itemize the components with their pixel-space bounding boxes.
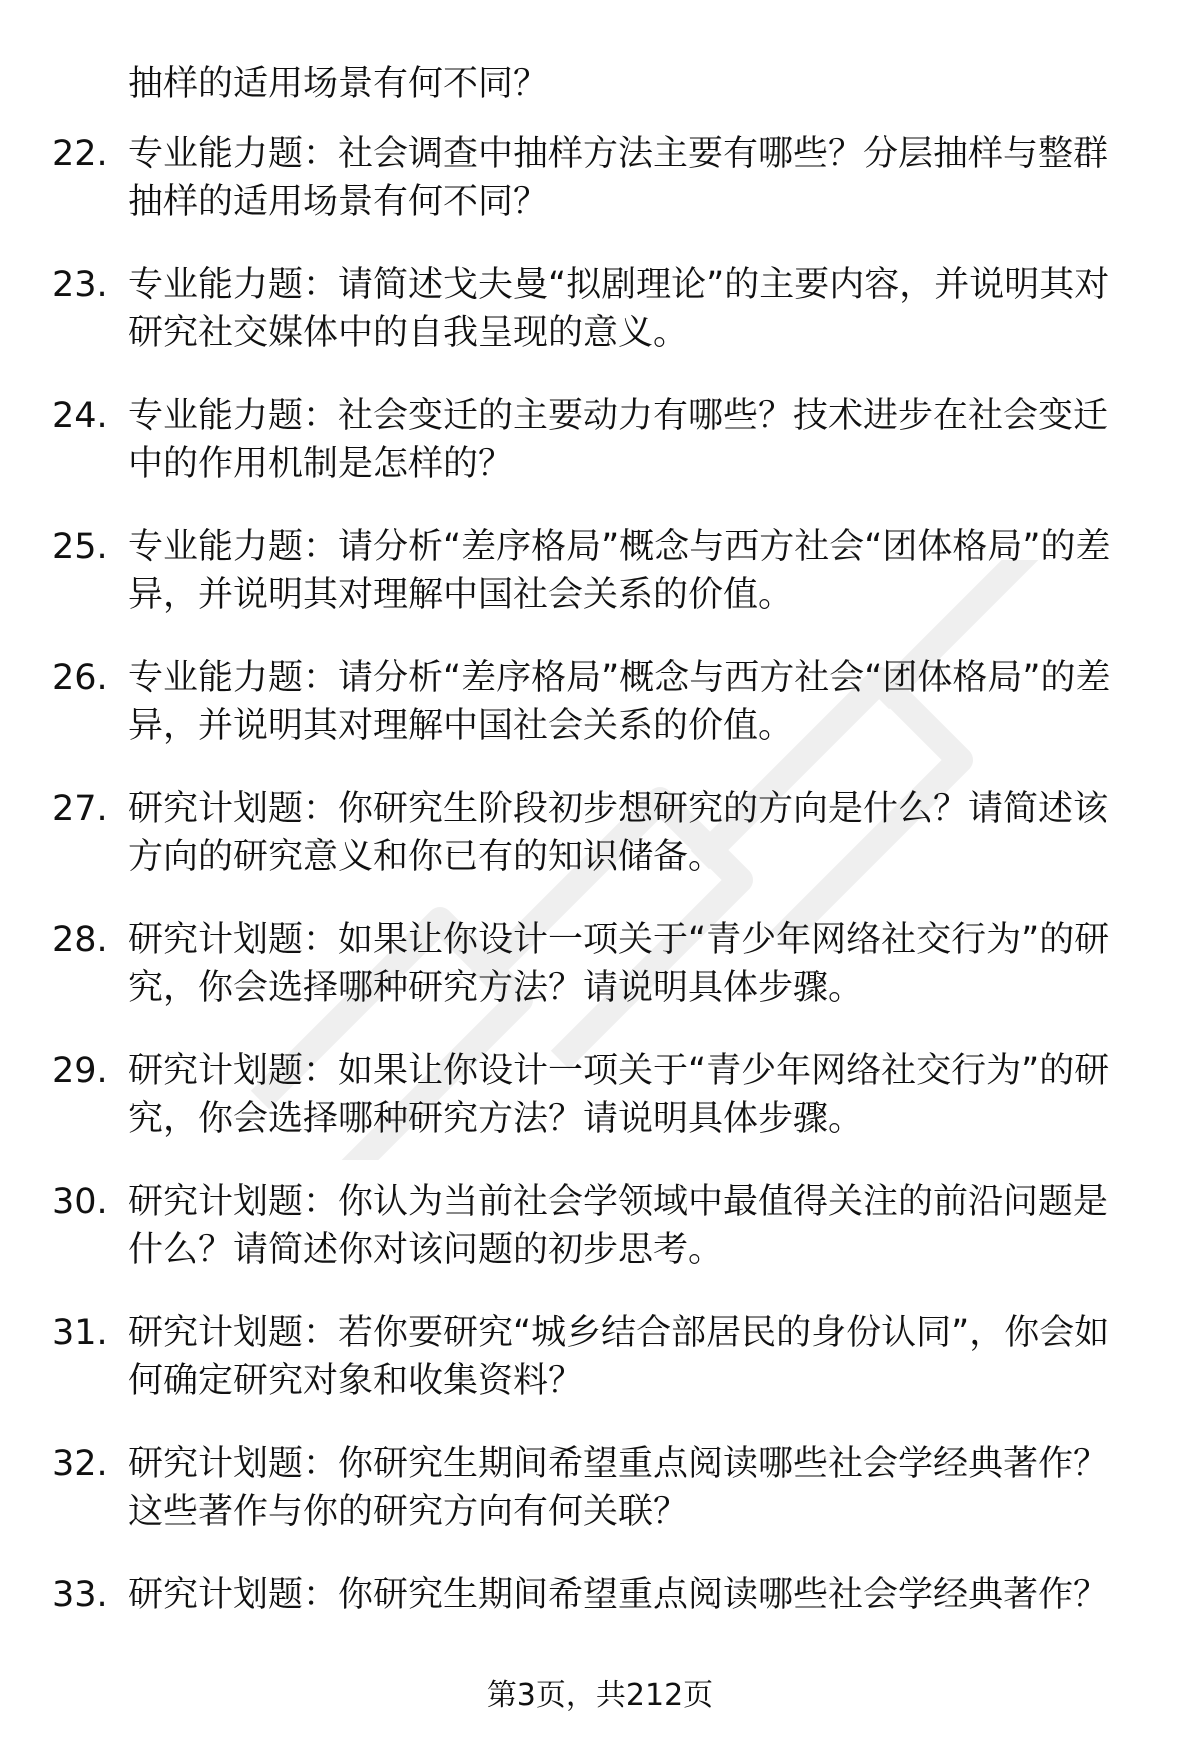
question-item (0, 654, 1200, 785)
question-item (0, 392, 1200, 523)
question-text: 研究计划题：你研究生期间希望重点阅读哪些社会学经典著作？ (128, 1575, 1109, 1615)
question-item (0, 1440, 1200, 1571)
question-text: 专业能力题：请分析“差序格局”概念与西方社会“团体格局”的差异，并说明其对理解中国社会关系的价值。 (128, 527, 1111, 615)
question-item (0, 916, 1200, 1047)
question-number: 33. (52, 1575, 108, 1615)
question-text: 研究计划题：你研究生阶段初步想研究的方向是什么？请简述该方向的研究意义和你已有的知识储备。 (128, 789, 1109, 877)
question-item (0, 523, 1200, 654)
continuation-text: 抽样的适用场景有何不同？ (128, 64, 549, 104)
question-item (0, 1047, 1200, 1178)
question-text: 研究计划题：若你要研究“城乡结合部居民的身份认同”，你会如何确定研究对象和收集资料？ (128, 1313, 1110, 1401)
page-footer: 第3页，共212页 (486, 1678, 714, 1713)
question-number: 23. (52, 265, 108, 305)
question-number: 26. (52, 658, 108, 698)
question-item (0, 261, 1200, 392)
question-text: 专业能力题：请分析“差序格局”概念与西方社会“团体格局”的差异，并说明其对理解中国社会关系的价值。 (128, 658, 1111, 746)
question-number: 31. (52, 1313, 108, 1353)
question-number: 30. (52, 1182, 108, 1222)
question-text: 研究计划题：如果让你设计一项关于“青少年网络社交行为”的研究，你会选择哪种研究方法？请说明具体步骤。 (128, 920, 1110, 1008)
question-text: 专业能力题：社会变迁的主要动力有哪些？技术进步在社会变迁中的作用机制是怎样的？ (128, 396, 1109, 484)
question-number: 32. (52, 1444, 108, 1484)
question-text: 研究计划题：如果让你设计一项关于“青少年网络社交行为”的研究，你会选择哪种研究方法？请说明具体步骤。 (128, 1051, 1110, 1139)
question-text: 专业能力题：社会调查中抽样方法主要有哪些？分层抽样与整群抽样的适用场景有何不同？ (128, 134, 1109, 222)
question-list (0, 130, 1200, 1702)
question-text: 研究计划题：你认为当前社会学领域中最值得关注的前沿问题是什么？请简述你对该问题的初步思考。 (128, 1182, 1109, 1270)
question-item (0, 130, 1200, 261)
question-number: 25. (52, 527, 108, 567)
question-number: 24. (52, 396, 108, 436)
question-text: 专业能力题：请简述戈夫曼“拟剧理论”的主要内容，并说明其对研究社交媒体中的自我呈现的意义。 (128, 265, 1110, 353)
question-item (0, 785, 1200, 916)
question-item (0, 1309, 1200, 1440)
question-item (0, 1178, 1200, 1309)
question-number: 28. (52, 920, 108, 960)
question-text: 研究计划题：你研究生期间希望重点阅读哪些社会学经典著作？这些著作与你的研究方向有何关联？ (128, 1444, 1109, 1532)
question-number: 29. (52, 1051, 108, 1091)
question-number: 22. (52, 134, 108, 174)
question-number: 27. (52, 789, 108, 829)
